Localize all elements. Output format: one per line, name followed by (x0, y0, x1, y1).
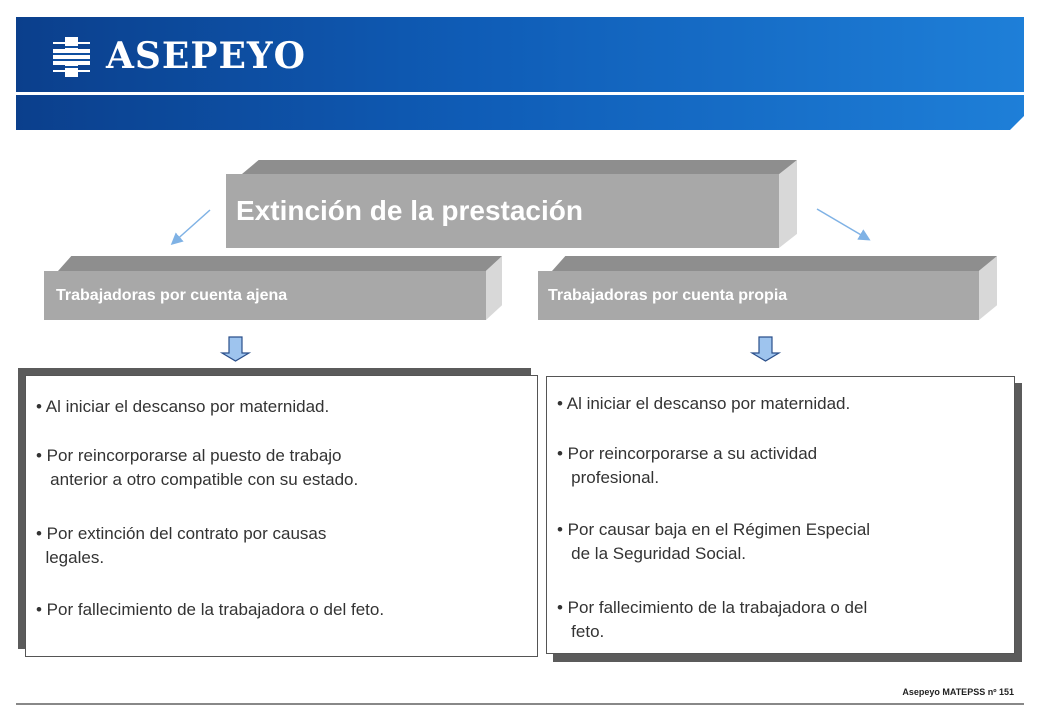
left-item-1: • Al iniciar el descanso por maternidad. (36, 397, 330, 416)
right-item-4: • Por fallecimiento de la trabajadora o del feto. (557, 598, 868, 641)
brand-name: ASEPEYO (106, 35, 306, 77)
page-title: Extinción de la prestación (226, 174, 779, 248)
footer-text: Asepeyo MATEPSS nº 151 (902, 687, 1014, 697)
right-panel (546, 376, 1015, 654)
right-item-2: • Por reincorporarse a su actividad profesional. (557, 444, 818, 487)
footer-divider (16, 703, 1024, 705)
down-arrow-left-icon (222, 337, 249, 361)
left-panel (25, 375, 538, 657)
left-item-4: • Por fallecimiento de la trabajadora o del feto. (36, 600, 385, 619)
down-arrow-right-icon (752, 337, 779, 361)
right-header: Trabajadoras por cuenta propia (538, 271, 979, 320)
left-item-3: • Por extinción del contrato por causas legales. (36, 524, 327, 567)
left-item-2: • Por reincorporarse al puesto de trabajo anterior a otro compatible con su estado. (36, 446, 359, 489)
right-item-3: • Por causar baja en el Régimen Especial de la Seguridad Social. (557, 520, 871, 563)
right-item-1: • Al iniciar el descanso por maternidad. (557, 394, 851, 413)
left-header: Trabajadoras por cuenta ajena (44, 271, 486, 320)
